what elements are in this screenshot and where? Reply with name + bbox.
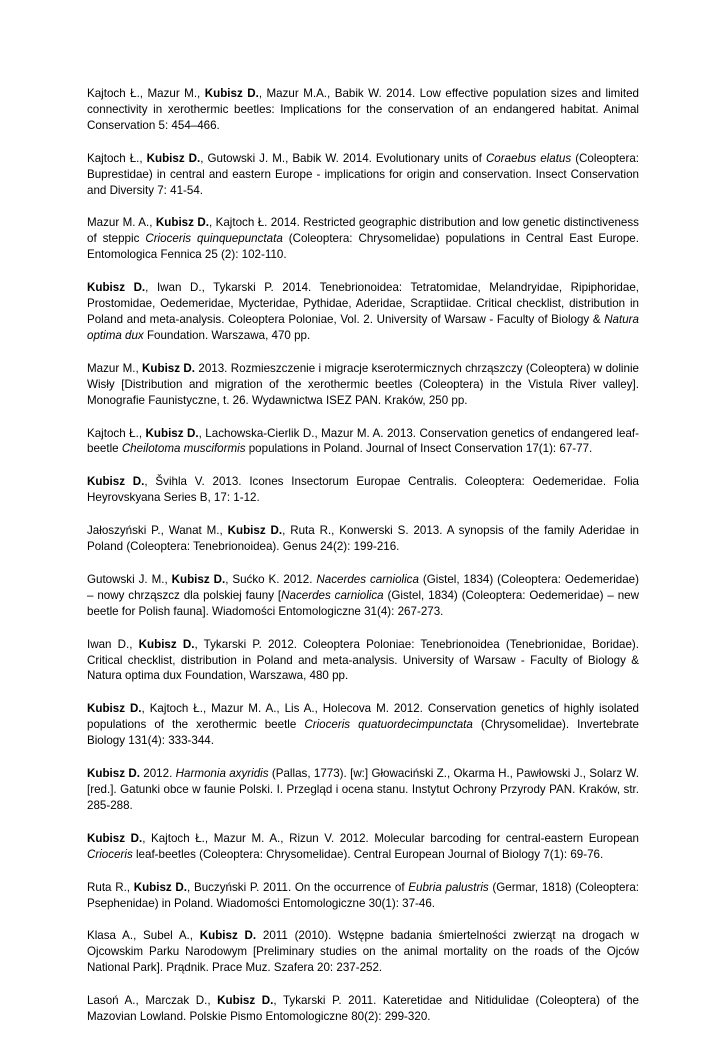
reference-entry [87, 151, 639, 199]
reference-entry [87, 880, 639, 912]
reference-text: , Buczyński P. 2011. On the occurrence of [187, 880, 409, 894]
reference-entry [87, 928, 639, 976]
reference-entry [87, 831, 639, 863]
reference-entry [87, 637, 639, 685]
reference-entry [87, 426, 639, 458]
reference-text: , Kajtoch Ł., Mazur M. A., Lis A., Holecova M. 2012. Conservation genetics of highly isolated populations of the xerothermic beetle [87, 702, 639, 732]
reference-text: Ruta R., [87, 880, 134, 894]
reference-text: , Lachowska-Cierlik D., Mazur M. A. 2013. Conservation genetics of endangered leaf-beetle [87, 426, 639, 456]
highlighted-author: Kubisz D. [87, 767, 140, 781]
species-name: Crioceris quatuordecimpunctata [304, 718, 473, 732]
species-name: Natura optima dux [87, 312, 639, 342]
reference-text: (Gistel, 1834) (Coleoptera: Oedemeridae) – nowy chrząszcz dla polskiej fauny [ [87, 572, 639, 602]
reference-text: Kajtoch Ł., Mazur M., [87, 87, 205, 100]
species-name: Harmonia axyridis [175, 767, 269, 781]
reference-text: (Germar, 1818) (Coleoptera: Psephenidae) in Poland. Wiadomości Entomologiczne 30(1): 37-46. [87, 880, 639, 910]
reference-text: Gutowski J. M., [87, 572, 172, 586]
reference-entry [87, 215, 639, 263]
reference-entry [87, 572, 639, 620]
reference-text: 2012. [139, 767, 176, 781]
reference-text: , Sućko K. 2012. [225, 572, 317, 586]
highlighted-author: Kubisz D. [146, 151, 201, 165]
reference-text: 2013. Rozmieszczenie i migracje kserotermicznych chrząszczy (Coleoptera) w dolinie Wisły [Distribution and migration of the xerothermic beetles (Coleoptera) in the Vistula River valley]. Monografie Faunistyczne, t. 26. Wydawnictwa ISEZ PAN. Kraków, 250 pp. [87, 361, 639, 407]
reference-text: (Coleoptera: Chrysomelidae) populations in Central East Europe. Entomologica Fennica 25 (2): 102-110. [87, 232, 639, 262]
reference-entry [87, 523, 639, 555]
reference-text: Foundation. Warszawa, 470 pp. [143, 328, 311, 342]
reference-text: (Chrysomelidae). Invertebrate Biology 131(4): 333-344. [87, 718, 639, 748]
reference-entry [87, 474, 639, 506]
reference-text: (Coleoptera: Buprestidae) in central and eastern Europe - implications for origin and conservation. Insect Conservation and Diversity 7: 41-54. [87, 151, 639, 197]
reference-text: , Švihla V. 2013. Icones Insectorum Europae Centralis. Coleoptera: Oedemeridae. Folia Heyrovskyana Series B, 17: 1-12. [87, 475, 639, 505]
highlighted-author: Kubisz D. [155, 216, 209, 230]
highlighted-author: Kubisz D. [217, 994, 274, 1008]
reference-text: Klasa A., Subel A., [87, 929, 200, 943]
highlighted-author: Kubisz D. [133, 880, 188, 894]
reference-entry [87, 280, 639, 344]
reference-text: Mazur M. A., [87, 216, 156, 230]
reference-text: , Kajtoch Ł. 2014. Restricted geographic distribution and low genetic distinctiveness of steppic [87, 216, 639, 246]
highlighted-author: Kubisz D. [87, 831, 143, 845]
species-name: Crioceris [87, 847, 133, 861]
reference-entry [87, 361, 639, 409]
species-name: Cheilotoma musciformis [121, 442, 246, 456]
species-name: Eubria palustris [408, 880, 489, 894]
reference-text: , Tykarski P. 2011. Kateretidae and Nitidulidae (Coleoptera) of the Mazovian Lowland. Polskie Pismo Entomologiczne 80(2): 299-320. [87, 994, 639, 1024]
reference-text: Iwan D., [87, 637, 139, 651]
species-name: Nacerdes carniolica [281, 588, 384, 602]
reference-text: , Gutowski J. M., Babik W. 2014. Evolutionary units of [200, 151, 486, 165]
reference-text: leaf-beetles (Coleoptera: Chrysomelidae). Central European Journal of Biology 7(1): 69-76. [132, 847, 604, 861]
highlighted-author: Kubisz D. [87, 475, 145, 489]
reference-entry [87, 701, 639, 749]
highlighted-author: Kubisz D. [171, 572, 226, 586]
reference-text: populations in Poland. Journal of Insect Conservation 17(1): 67-77. [245, 442, 593, 456]
highlighted-author: Kubisz D. [227, 524, 283, 538]
reference-text: , Iwan D., Tykarski P. 2014. Tenebrionoidea: Tetratomidae, Melandryidae, Ripiphoridae, Prostomidae, Oedemeridae, Mycteridae, Pythidae, Aderidae, Scraptiidae. Critical checklist, distribution in Poland and meta-analysis. Coleoptera Poloniae, Vol. 2. University of Warsaw - Faculty of Biology & [87, 281, 639, 326]
reference-text: Kajtoch Ł., [87, 151, 147, 165]
species-name: Coraebus elatus [485, 151, 572, 165]
reference-entry [87, 993, 639, 1025]
species-name: Nacerdes carniolica [316, 572, 419, 586]
highlighted-author: Kubisz D. [204, 87, 259, 100]
highlighted-author: Kubisz D. [87, 702, 142, 716]
highlighted-author: Kubisz D. [87, 281, 146, 295]
reference-text: , Tykarski P. 2012. Coleoptera Poloniae: Tenebrionoidea (Tenebrionidae, Boridae). Critical checklist, distribution in Poland and meta-analysis. University of Warsaw - Faculty of Biology & Natura optima dux Foundation, Warszawa, 480 pp. [87, 637, 639, 683]
reference-text: Mazur M., [87, 361, 143, 375]
reference-entry [87, 766, 639, 814]
reference-text: (Gistel, 1834) (Coleoptera: Oedemeridae) – new beetle for Polish fauna]. Wiadomości Entomologiczne 31(4): 267-273. [87, 588, 639, 618]
reference-text: , Kajtoch Ł., Mazur M. A., Rizun V. 2012. Molecular barcoding for central-eastern European [142, 831, 639, 845]
reference-list [87, 86, 639, 1042]
reference-text: (Pallas, 1773). [w:] Głowaciński Z., Okarma H., Pawłowski J., Solarz W. [red.]. Gatunki obce w faunie Polski. I. Przegląd i ocena stanu. Instytut Ochrony Przyrody PAN. Kraków, str. 285-288. [87, 767, 639, 812]
highlighted-author: Kubisz D. [138, 637, 195, 651]
reference-text: Jałoszyński P., Wanat M., [87, 524, 228, 538]
reference-text: , Ruta R., Konwerski S. 2013. A synopsis of the family Aderidae in Poland (Coleoptera: Tenebrionoidea). Genus 24(2): 199-216. [87, 524, 639, 554]
reference-text: Kajtoch Ł., [87, 426, 146, 440]
reference-text: , Mazur M.A., Babik W. 2014. Low effective population sizes and limited connectivity in xerothermic beetles: Implications for the conservation of an endangered habitat. Animal Conservation 5: 454–466. [87, 87, 639, 132]
species-name: Crioceris quinquepunctata [145, 232, 283, 246]
reference-entry [87, 86, 639, 134]
highlighted-author: Kubisz D. [145, 426, 199, 440]
highlighted-author: Kubisz D. [142, 361, 196, 375]
reference-text: 2011 (2010). Wstępne badania śmiertelności zwierząt na drogach w Ojcowskim Parku Narodowym [Preliminary studies on the animal mortality on the roads of the Ojców National Park]. Prądnik. Prace Muz. Szafera 20: 237-252. [87, 929, 639, 975]
highlighted-author: Kubisz D. [199, 929, 257, 943]
reference-text: Lasoń A., Marczak D., [87, 994, 218, 1008]
